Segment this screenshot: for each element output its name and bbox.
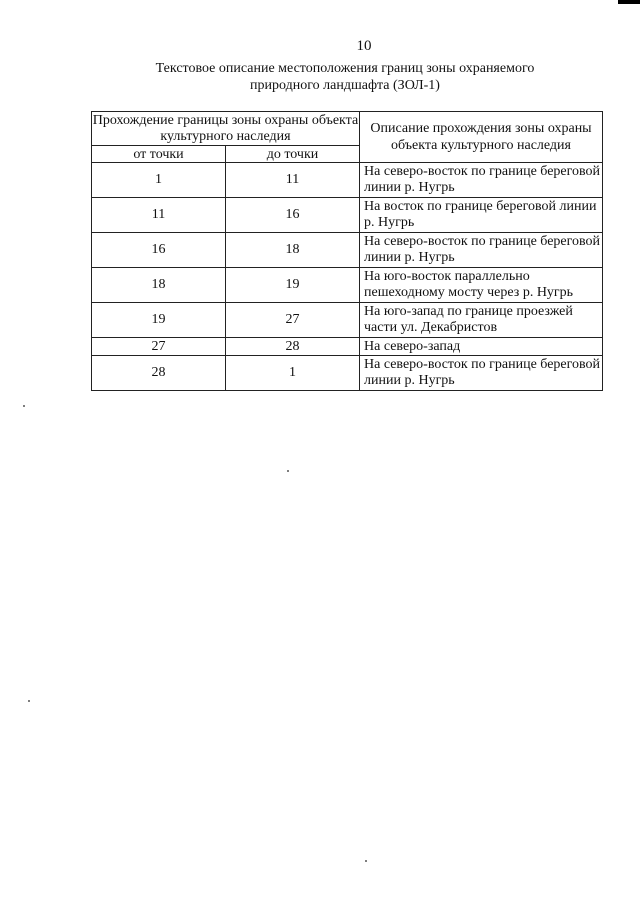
- document-title: [90, 60, 600, 94]
- scan-speck: [23, 405, 25, 407]
- from-point-cell: 16: [92, 233, 226, 268]
- description-cell: На юго-восток параллельно пешеходному мосту через р. Нугрь: [360, 268, 603, 303]
- table-row: [92, 303, 603, 338]
- table-row: [92, 233, 603, 268]
- to-point-cell: 16: [226, 198, 360, 233]
- from-point-cell: 28: [92, 356, 226, 391]
- table-row: [92, 198, 603, 233]
- to-point-cell: 11: [226, 163, 360, 198]
- to-point-cell: 1: [226, 356, 360, 391]
- header-description: Описание прохождения зоны охраны объекта культурного наследия: [360, 112, 603, 163]
- scan-speck: [28, 700, 30, 702]
- description-cell: На северо-восток по границе береговой линии р. Нугрь: [360, 233, 603, 268]
- boundary-table: [91, 111, 603, 391]
- description-cell: На восток по границе береговой линии р. Нугрь: [360, 198, 603, 233]
- scan-speck: [287, 470, 289, 472]
- header-from-point: от точки: [92, 146, 226, 163]
- table-row: [92, 163, 603, 198]
- to-point-cell: 18: [226, 233, 360, 268]
- from-point-cell: 19: [92, 303, 226, 338]
- description-cell: На северо-восток по границе береговой линии р. Нугрь: [360, 356, 603, 391]
- page-number: 10: [356, 38, 372, 54]
- header-boundary-passage: Прохождение границы зоны охраны объекта культурного наследия: [92, 112, 359, 144]
- to-point-cell: 19: [226, 268, 360, 303]
- to-point-cell: 27: [226, 303, 360, 338]
- table-row: [92, 338, 603, 356]
- description-cell: На юго-запад по границе проезжей части ул. Декабристов: [360, 303, 603, 338]
- to-point-cell: 28: [226, 338, 360, 356]
- scan-speck: [365, 860, 367, 862]
- document-title-line-2: природного ландшафта (ЗОЛ-1): [250, 78, 440, 93]
- from-point-cell: 11: [92, 198, 226, 233]
- description-cell: На северо-запад: [360, 338, 603, 356]
- table-row: [92, 268, 603, 303]
- document-title-line-1: Текстовое описание местоположения границ зоны охраняемого: [155, 61, 535, 76]
- from-point-cell: 18: [92, 268, 226, 303]
- from-point-cell: 27: [92, 338, 226, 356]
- from-point-cell: 1: [92, 163, 226, 198]
- header-to-point: до точки: [226, 146, 360, 163]
- table-row: [92, 356, 603, 391]
- description-cell: На северо-восток по границе береговой линии р. Нугрь: [360, 163, 603, 198]
- page-corner-mark: [618, 0, 640, 4]
